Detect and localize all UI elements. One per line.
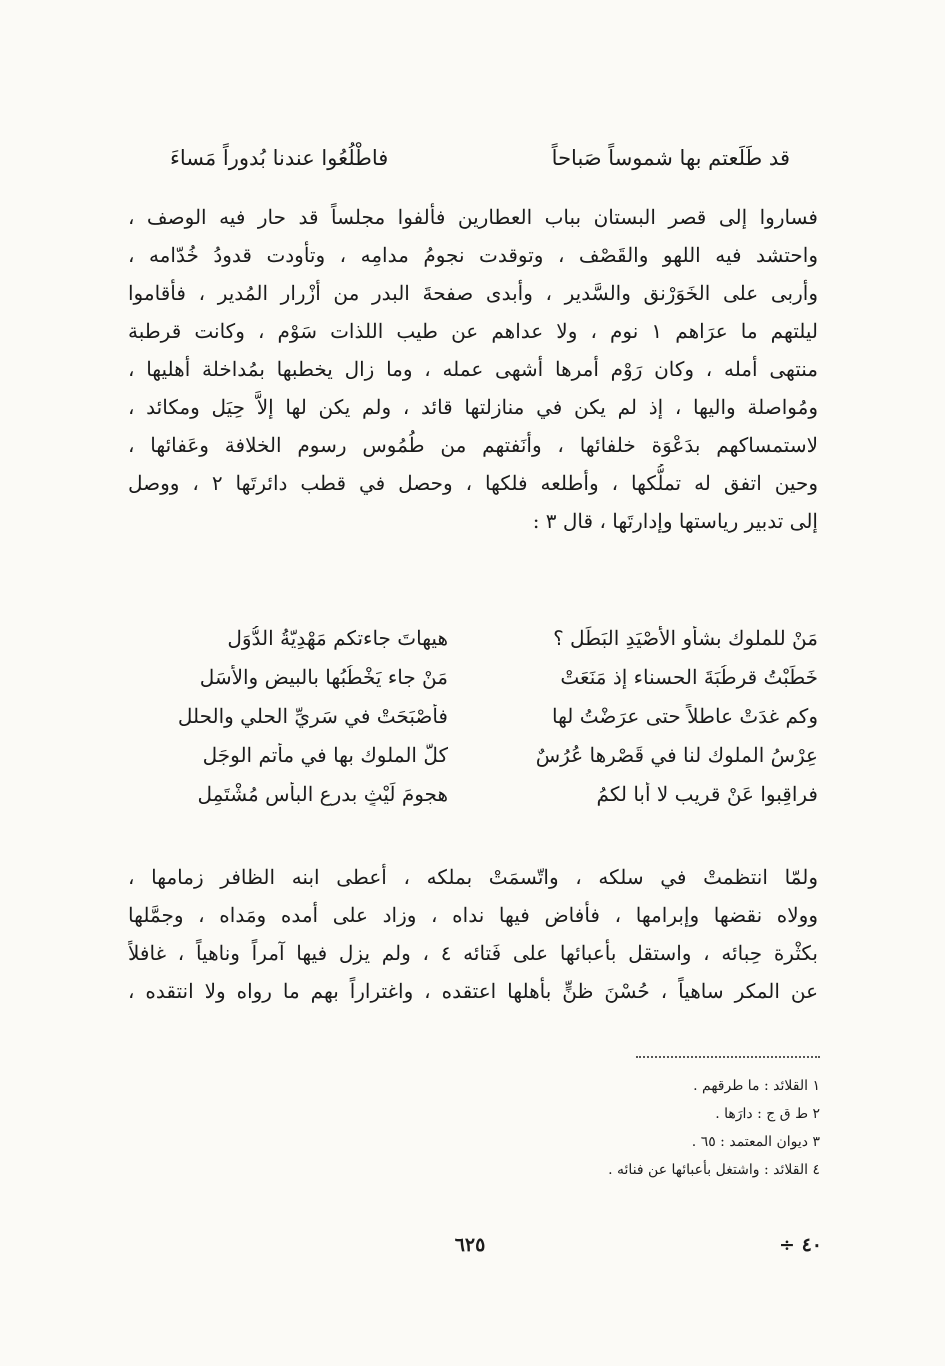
prose-line: ولمّا انتظمتْ في سلكه ، واتّسمَتْ بملكه ، أعطى ابنه الظافر زمامها ، bbox=[128, 865, 818, 889]
poem-hemistich-left: هيهاتَ جاءتكم مَهْدِيّةُ الدُّوَلِ bbox=[227, 625, 448, 650]
footnote: ٣ ديوان المعتمد : ٦٥ . bbox=[691, 1134, 820, 1150]
poem-hemistich-left: مَنْ جاء يَخْطُبُها بالبيض والأسَلِ bbox=[199, 664, 448, 689]
poem-hemistich-left: فأصْبَحَتْ في سَرِيِّ الحلي والحلل bbox=[177, 703, 448, 728]
verse-second-hemistich: فاطْلُعُوا عندنا بُدوراً مَساءَ bbox=[170, 146, 389, 170]
poem-couplet bbox=[128, 657, 818, 696]
footnote: ٢ ط ق ج : دارَها . bbox=[715, 1106, 820, 1122]
footnote: ١ القلائد : ما طرقهم . bbox=[693, 1078, 820, 1094]
signature-mark: ٤٠ ÷ bbox=[779, 1234, 822, 1256]
poem-couplet bbox=[128, 618, 818, 657]
prose-block-1 bbox=[128, 198, 818, 540]
poem bbox=[128, 618, 818, 813]
prose-line: فساروا إلى قصر البستان بباب العطارين فألفوا مجلساً قد حار فيه الوصف ، bbox=[128, 205, 818, 229]
poem-couplet bbox=[128, 696, 818, 735]
footnote: ٤ القلائد : واشتغل بأعبائها عن فنائه . bbox=[608, 1162, 820, 1178]
poem-couplet bbox=[128, 735, 818, 774]
poem-hemistich-right: وكم غدَتْ عاطلاً حتى عرَضْتُ لها bbox=[551, 703, 818, 728]
poem-couplet bbox=[128, 774, 818, 813]
prose-line: وولاه نقضها وإبرامها ، فأفاض فيها نداه ، وزاد على أمده ومَداه ، وجمَّلها bbox=[128, 903, 818, 927]
prose-line: وأربى على الخَوَرْنق والسَّدير ، وأبدى صفحةَ البدر من أزْرار المُدير ، فأقاموا bbox=[128, 281, 818, 305]
poem-hemistich-right: عِرْسُ الملوك لنا في قَصْرِها عُرُسٌ bbox=[535, 742, 818, 767]
prose-block-2 bbox=[128, 858, 818, 1010]
poem-hemistich-right: مَنْ للملوك بشأو الأصْيَدِ البَطَلِ ؟ bbox=[553, 625, 818, 650]
poem-hemistich-left: هجومَ لَيْثٍ بدرع البأس مُشْتَمِلِ bbox=[197, 781, 448, 806]
page-number: ٦٢٥ bbox=[454, 1234, 486, 1256]
prose-line: ليلتهم ما عرَاهم ١ نوم ، ولا عداهم عن طيب اللذات سَوْم ، وكانت قرطبة bbox=[128, 319, 818, 343]
prose-line: وحين اتفق له تملُّكها ، وأطلعه فلكها ، وحصل في قطب دائرتَها ٢ ، ووصل bbox=[128, 471, 818, 495]
footnote-separator bbox=[636, 1056, 820, 1058]
prose-line: ومُواصلة واليها ، إذ لم يكن في منازلتها قائد ، ولم يكن لها إلاَّ حِيَل ومكائد ، bbox=[128, 395, 818, 419]
prose-line: منتهى أمله ، وكان رَوْم أمرها أشهى عمله ، وما زال يخطبها بمُداخلة أهليها ، bbox=[128, 357, 818, 381]
prose-line: بكثْرة حِبائه ، واستقل بأعبائها على فَتائه ٤ ، ولم يزل فيها آمراً وناهياً ، غافلاً bbox=[128, 941, 818, 965]
prose-line: واحتشد فيه اللهو والقَصْف ، وتوقدت نجومُ مدامِه ، وتأودت قدودُ خُدّامه ، bbox=[128, 243, 818, 267]
prose-line: عن المكر ساهياً ، حُسْنَ ظنٍّ بأهلها اعتقده ، واغتراراً بهم ما رواه ولا انتقده ، bbox=[128, 979, 818, 1003]
poem-hemistich-left: كلُّ الملوك بها في مأتم الوجَلِ bbox=[202, 742, 448, 767]
footnotes bbox=[420, 1072, 820, 1184]
prose-line: لاستمساكهم بدَعْوَة خلفائها ، وأنَفتهم من طُمُوس رسوم الخلافة وعَفائها ، bbox=[128, 433, 818, 457]
prose-line: إلى تدبير رياستها وإدارتَها ، قال ٣ : bbox=[532, 509, 818, 533]
verse-first-hemistich: قد طَلَعتم بها شموساً صَباحاً bbox=[551, 146, 790, 170]
poem-hemistich-right: فراقِبوا عَنْ قريب لا أبا لكمُ bbox=[596, 781, 818, 806]
opening-verse bbox=[170, 138, 790, 178]
poem-hemistich-right: خَطَبْتُ قرطُبَةَ الحسناء إذ مَنَعَتْ bbox=[560, 664, 818, 689]
